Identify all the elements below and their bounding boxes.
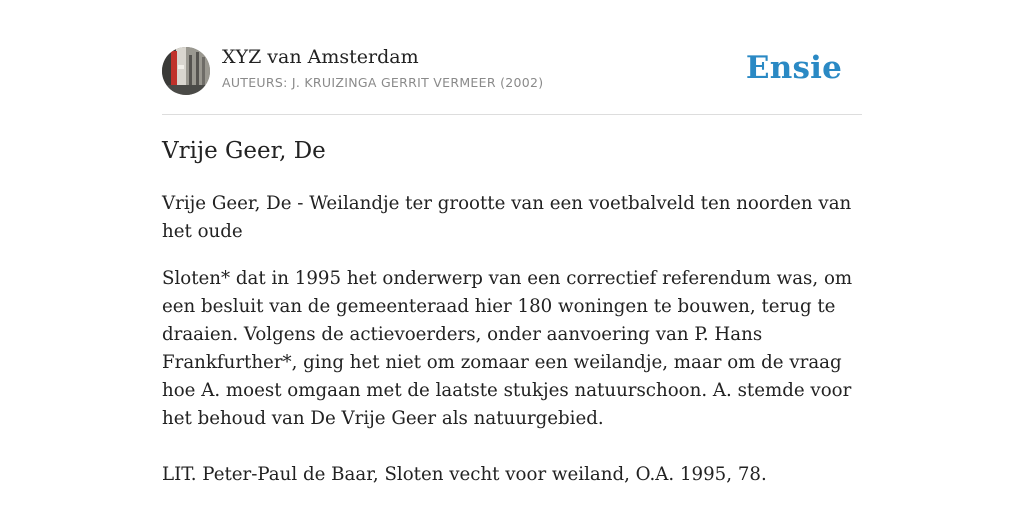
book-header (162, 0, 862, 115)
entry-literature: LIT. Peter-Paul de Baar, Sloten vecht voor weiland, O.A. 1995, 78. (162, 464, 767, 485)
book-title[interactable]: XYZ van Amsterdam (222, 46, 419, 68)
page (162, 0, 862, 485)
entry-paragraph: Sloten* dat in 1995 het onderwerp van een correctief referendum was, om een besluit van de gemeenteraad hier 180 woningen te bouwen, terug te draaien. Volgens de actievoerders, onder aanvoering van P. Hans Frankfurther*, ging het niet om zomaar een weilandje, maar om de vraag hoe A. moest omgaan met de laatste stukjes natuurschoon. A. stemde voor het behoud van De Vrije Geer als natuurgebied. (162, 268, 853, 429)
book-cover-image (162, 47, 210, 95)
book-authors: AUTEURS: J. KRUIZINGA GERRIT VERMEER (2002) (222, 75, 544, 90)
book-cover-thumbnail[interactable] (162, 47, 210, 95)
ensie-logo[interactable]: Ensie (745, 50, 842, 86)
entry-title: Vrije Geer, De (162, 138, 326, 164)
entry-paragraph: Vrije Geer, De - Weilandje ter grootte van een voetbalveld ten noorden van het oude (162, 193, 852, 242)
